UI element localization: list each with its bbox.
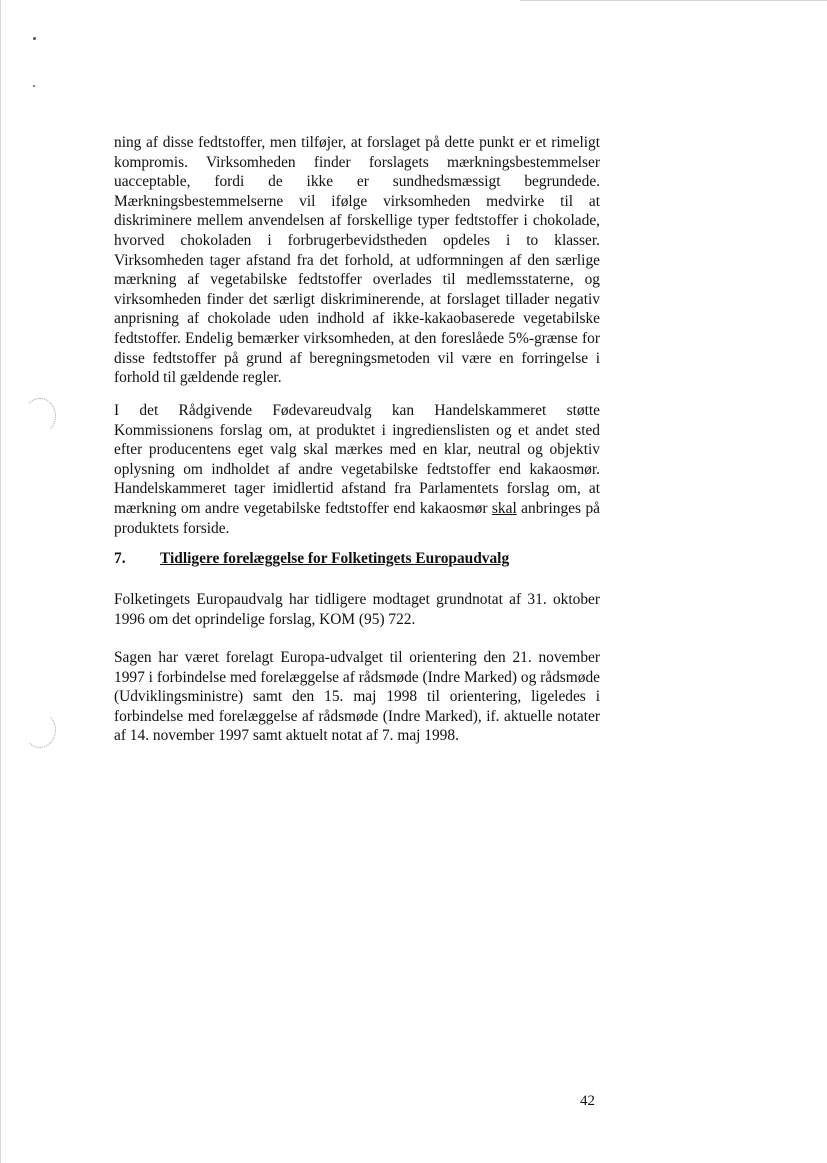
paragraph-body-1: ning af disse fedtstoffer, men tilføjer, at forslaget på dette punkt er et rimeligt kompromis. Virksomheden finder forslagets mærkningsbestemmelser uacceptable, fordi de ikke er sundhedsmæssigt begrundede. Mærkningsbestemmelserne vil ifølge virksomheden medvirke til at diskriminere mellem anvendelsen af forskellige typer fedtstoffer i chokolade, hvorved chokoladen i forbrugerbevidstheden opdeles i to klasser. Virksomheden tager afstand fra det forhold, at udformningen af den særlige mærkning af vegetabilske fedtstoffer overlades til medlemsstaterne, og virksomheden finder det særligt diskriminerende, at forslaget tillader negativ anprisning af chokolade uden indhold af ikke-kakaobaserede vegetabilske fedtstoffer. Endelig bemærker virksomheden, at den foreslåede 5%-grænse for disse fedtstoffer på grund af beregningsmetoden vil være en forringelse i forhold til gældende regler. [114, 134, 600, 387]
scan-top-line [520, 0, 827, 1]
scan-edge-line [0, 0, 1, 1163]
paragraph-body-4: Sagen har været forelagt Europa-udvalget til orientering den 21. november 1997 i forbindelse med forelæggelse af rådsmøde (Indre Marked) og rådsmøde (Udviklingsministre) samt den 15. maj 1998 til orientering, ligeledes i forbindelse med forelæggelse af rådsmøde (Indre Marked), if. aktuelle notater af 14. november 1997 samt aktuelt notat af 7. maj 1998. [114, 649, 600, 745]
punch-hole-top [24, 398, 56, 434]
punch-hole-bottom [24, 712, 56, 748]
paragraph-2-text: I det Rådgivende Fødevareudvalg kan Handelskammeret støtte Kommissionens forslag om, at produktet i ingredienslisten og et andet sted efter producentens eget valg skal mærkes med en klar, neutral og objektiv oplysning om indholdet af andre vegetabilske fedtstoffer end kakaosmør. Handelskammeret tager imidlertid afstand fra Parlamentets forslag om, at mærkning om andre vegetabilske fedtstoffer end kakaosmør [114, 402, 600, 517]
scan-speck [33, 85, 35, 87]
paragraph-body-2 [114, 401, 600, 538]
page-number: 42 [580, 1093, 595, 1109]
scan-speck [33, 37, 36, 40]
section-title: Tidligere forelæggelse for Folketingets Europaudvalg [160, 550, 510, 567]
underlined-word: skal [491, 499, 517, 517]
paragraph-body-3: Folketingets Europaudvalg har tidligere modtaget grundnotat af 31. oktober 1996 om det oprindelige forslag, KOM (95) 722. [114, 591, 600, 628]
paragraph-2-text-end: anbringes på produktets forside. [114, 499, 600, 537]
section-number: 7. [114, 550, 126, 567]
section-heading [114, 549, 509, 569]
